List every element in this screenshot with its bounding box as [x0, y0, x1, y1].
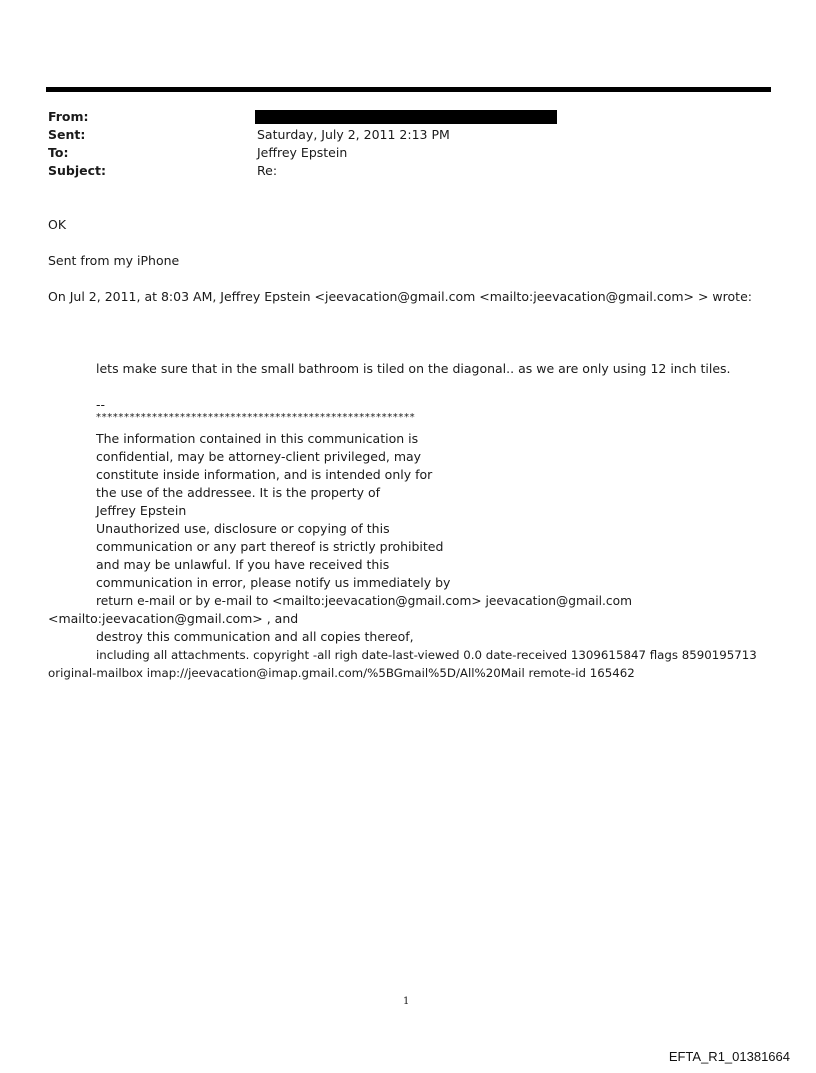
disclaimer-line: Jeffrey Epstein	[96, 503, 187, 518]
star-divider: *********************************************************	[96, 412, 416, 423]
disclaimer-line: and may be unlawful. If you have received this	[96, 557, 390, 572]
sent-label: Sent:	[48, 127, 86, 142]
disclaimer-line: The information contained in this communication is	[96, 431, 419, 446]
destroy-line: destroy this communication and all copies thereof,	[96, 629, 414, 644]
subject-label: Subject:	[48, 163, 106, 178]
disclaimer-line: return e-mail or by e-mail to <mailto:jeevacation@gmail.com> jeevacation@gmail.com	[96, 594, 632, 608]
page-number: 1	[403, 996, 410, 1007]
to-value: Jeffrey Epstein	[257, 145, 348, 160]
quoted-message: lets make sure that in the small bathroom is tiled on the diagonal.. as we are only using 12 inch tiles.	[96, 361, 731, 376]
mailbox-line: original-mailbox imap://jeevacation@imap.gmail.com/%5BGmail%5D/All%20Mail remote-id 165462	[48, 666, 635, 680]
disclaimer-line: Unauthorized use, disclosure or copying of this	[96, 521, 390, 536]
disclaimer-line: communication in error, please notify us immediately by	[96, 575, 451, 590]
redacted-from-value	[255, 110, 557, 124]
disclaimer-wrap-line: <mailto:jeevacation@gmail.com> , and	[48, 611, 299, 626]
reply-text: OK	[48, 217, 67, 232]
attachments-line: including all attachments. copyright -all righ date-last-viewed 0.0 date-received 1309615847 flags 8590195713	[96, 648, 757, 662]
quote-intro: On Jul 2, 2011, at 8:03 AM, Jeffrey Epstein <jeevacation@gmail.com <mailto:jeevacation@gmail.com> > wrote:	[48, 289, 752, 304]
subject-value: Re:	[257, 163, 278, 178]
disclaimer-line: communication or any part thereof is strictly prohibited	[96, 539, 444, 554]
signature-dash: --	[96, 397, 106, 412]
to-label: To:	[48, 145, 69, 160]
signature-text: Sent from my iPhone	[48, 253, 180, 268]
disclaimer-line: confidential, may be attorney-client privileged, may	[96, 449, 422, 464]
disclaimer-line: constitute inside information, and is intended only for	[96, 467, 433, 482]
disclaimer-line: the use of the addressee. It is the property of	[96, 485, 381, 500]
document-id: EFTA_R1_01381664	[668, 1049, 790, 1064]
header-rule	[46, 87, 771, 92]
from-label: From:	[48, 109, 89, 124]
sent-value: Saturday, July 2, 2011 2:13 PM	[257, 127, 450, 142]
